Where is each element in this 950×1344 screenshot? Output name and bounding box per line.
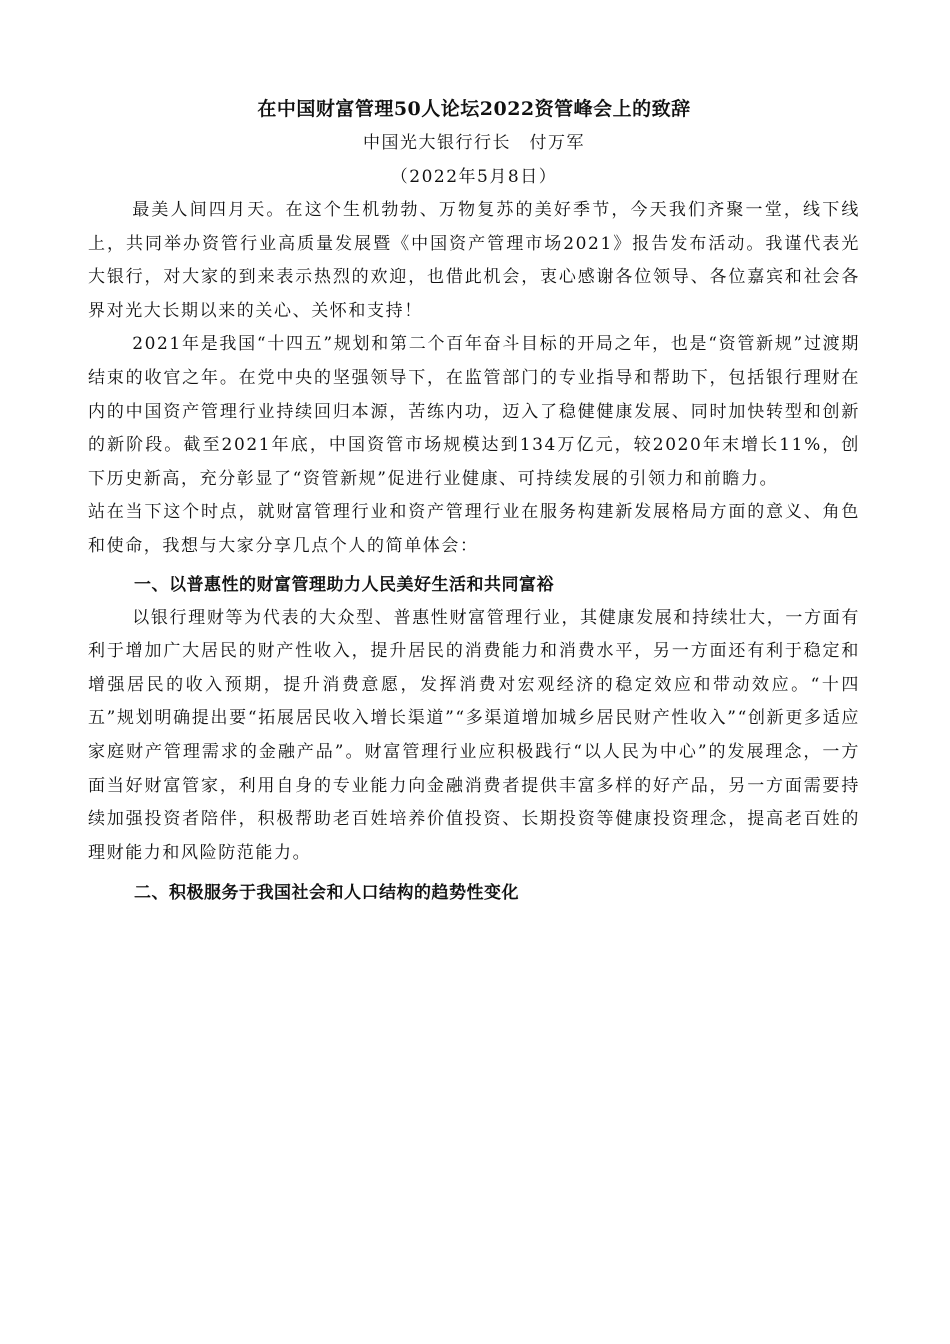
- body-paragraph: 最美人间四月天。在这个生机勃勃、万物复苏的美好季节，今天我们齐聚一堂，线下线上，共同举办资管行业高质量发展暨《中国资产管理市场2021》报告发布活动。我谨代表光大银行，对大家的到来表示热烈的欢迎，也借此机会，衷心感谢各位领导、各位嘉宾和社会各界对光大长期以来的关心、关怀和支持！: [88, 200, 860, 321]
- body-paragraph: 2021年是我国“十四五”规划和第二个百年奋斗目标的开局之年，也是“资管新规”过渡期结束的收官之年。在党中央的坚强领导下，在监管部门的专业指导和帮助下，包括银行理财在内的中国资产管理行业持续回归本源，苦练内功，迈入了稳健健康发展、同时加快转型和创新的新阶段。截至2021年底，中国资管市场规模达到134万亿元，较2020年末增长11%，创下历史新高，充分彰显了“资管新规”促进行业健康、可持续发展的引领力和前瞻力。: [88, 334, 860, 489]
- document-page: [88, 92, 860, 910]
- section-heading-2: 二、积极服务于我国社会和人口结构的趋势性变化: [134, 883, 519, 904]
- body-paragraph: 站在当下这个时点，就财富管理行业和资产管理行业在服务构建新发展格局方面的意义、角色和使命，我想与大家分享几点个人的简单体会：: [88, 502, 860, 556]
- section-1-paragraph: 以银行理财等为代表的大众型、普惠性财富管理行业，其健康发展和持续壮大，一方面有利于增加广大居民的财产性收入，提升居民的消费能力和消费水平，另一方面还有利于稳定和增强居民的收入预期，提升消费意愿，发挥消费对宏观经济的稳定效应和带动效应。“十四五”规划明确提出要“拓展居民收入增长渠道”“多渠道增加城乡居民财产性收入”“创新更多适应家庭财产管理需求的金融产品”。财富管理行业应积极践行“以人民为中心”的发展理念，一方面当好财富管家，利用自身的专业能力向金融消费者提供丰富多样的好产品，另一方面需要持续加强投资者陪伴，积极帮助老百姓培养价值投资、长期投资等健康投资理念，提高老百姓的理财能力和风险防范能力。: [88, 607, 860, 863]
- section-heading-1: 一、以普惠性的财富管理助力人民美好生活和共同富裕: [134, 574, 554, 595]
- author-line: 中国光大银行行长 付万军: [363, 133, 585, 153]
- date-line: （2022年5月8日）: [390, 167, 558, 187]
- document-title: 在中国财富管理50人论坛2022资管峰会上的致辞: [257, 98, 691, 120]
